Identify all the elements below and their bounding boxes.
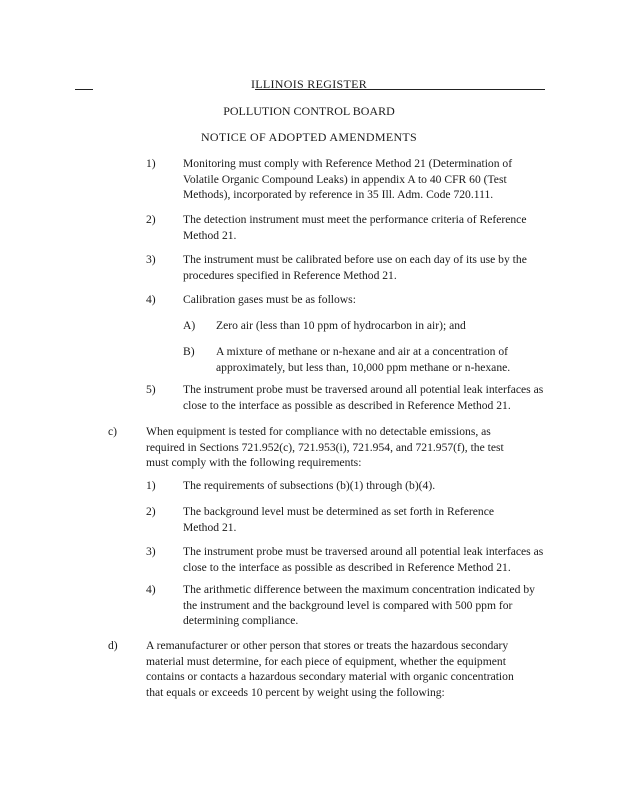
subitem-number: A) bbox=[183, 319, 196, 332]
item-text: The instrument must be calibrated before use on each day of its use by the procedures specified in Reference Method 21. bbox=[183, 253, 527, 282]
item-number: 1) bbox=[146, 157, 156, 170]
register-title: ILLINOIS REGISTER bbox=[250, 77, 368, 91]
item-number: 1) bbox=[146, 479, 156, 492]
item-text: Calibration gases must be as follows: bbox=[183, 293, 356, 306]
item-number: 2) bbox=[146, 505, 156, 518]
item-number: 3) bbox=[146, 545, 156, 558]
item-text: The instrument probe must be traversed around all potential leak interfaces as close to the interface as possible as described in Reference Method 21. bbox=[183, 383, 544, 412]
subitem-number: B) bbox=[183, 345, 195, 358]
item-text: The arithmetic difference between the maximum concentration indicated by the instrument and the background level is compared with 500 ppm for determining compliance. bbox=[183, 583, 535, 627]
item-number: 5) bbox=[146, 383, 156, 396]
board-title: POLLUTION CONTROL BOARD bbox=[223, 104, 395, 118]
item-number: 2) bbox=[146, 213, 156, 226]
subitem-text: Zero air (less than 10 ppm of hydrocarbon in air); and bbox=[216, 319, 466, 332]
item-number: 4) bbox=[146, 583, 156, 596]
item-text: Monitoring must comply with Reference Method 21 (Determination of Volatile Organic Compound Leaks) in appendix A to 40 CFR 60 (Test Methods), incorporated by reference in 35 Ill. Adm. Code 720.111. bbox=[183, 157, 513, 201]
item-number: 3) bbox=[146, 253, 156, 266]
notice-title: NOTICE OF ADOPTED AMENDMENTS bbox=[200, 130, 418, 144]
item-text: The instrument probe must be traversed around all potential leak interfaces as close to the interface as possible as described in Reference Method 21. bbox=[183, 545, 544, 574]
item-text: The requirements of subsections (b)(1) through (b)(4). bbox=[183, 479, 436, 492]
section-number: d) bbox=[108, 639, 118, 652]
section-text: When equipment is tested for compliance with no detectable emissions, as required in Sections 721.952(c), 721.953(i), 721.954, and 721.957(f), the test must comply with the following requirements: bbox=[146, 425, 504, 469]
section-number: c) bbox=[108, 425, 118, 438]
item-number: 4) bbox=[146, 293, 156, 306]
item-text: The background level must be determined as set forth in Reference Method 21. bbox=[183, 505, 494, 534]
section-text: A remanufacturer or other person that stores or treats the hazardous secondary material must determine, for each piece of equipment, whether the equipment contains or contacts a hazardous secondary material with organic concentration that equals or exceeds 10 percent by weight using the following: bbox=[146, 639, 514, 699]
item-text: The detection instrument must meet the performance criteria of Reference Method 21. bbox=[183, 213, 527, 242]
subitem-text: A mixture of methane or n-hexane and air at a concentration of approximately, but less than, 10,000 ppm methane or n-hexane. bbox=[216, 345, 511, 374]
